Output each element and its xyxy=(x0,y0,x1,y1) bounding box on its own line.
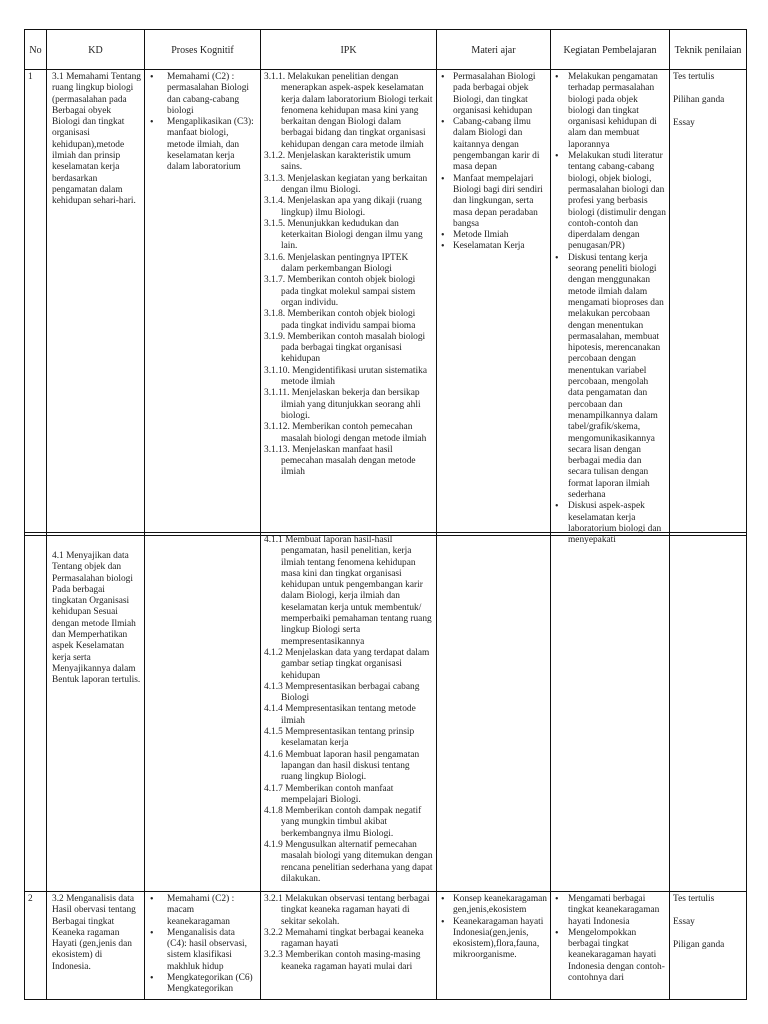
cell-proses xyxy=(145,892,261,1000)
header-no: No xyxy=(25,30,47,70)
syllabus-table-page-2 xyxy=(24,532,747,1000)
kd-text: 4.1 Menyajikan data Tentang objek dan Permasalahan biologi Pada berbagai tingkatan Organisasi kehidupan Sesuai dengan metode Ilmiah dan Memperhatikan aspek Keselamatan kerja serta Menyajikannya dalam Bentuk laporan tertulis. xyxy=(52,551,141,686)
ipk-item: 4.1.1 Membuat laporan hasil-hasil pengamatan, hasil penelitian, kerja ilmiah tentang fenomena kehidupan masa kini dan tingkat organisasi kehidupan untuk pengembangan karir dalam Biologi, kerja ilmiah dan keselamatan kerja untuk membentuk/ memperbaiki pemahaman tentang ruang lingkup Biologi serta mempresentasikannya xyxy=(264,535,432,647)
kd-text: 3.2 Menganalisis data Hasil obervasi tentang Berbagai tingkat Keaneka ragaman Hayati (gen,jenis dan ekosistem) di Indonesia. xyxy=(52,894,136,972)
kegiatan-continuation: menyepakati xyxy=(568,535,616,545)
cell-ipk xyxy=(261,892,437,1000)
materi-item: • Konsep keanekaragaman gen,jenis,ekosistem xyxy=(440,894,547,917)
proses-kognitif-item: • Mengaplikasikan (C3): manfaat biologi, metode ilmiah, dan keselamatan kerja dalam laboratorium xyxy=(148,117,257,173)
header-kd: KD xyxy=(47,30,145,70)
ipk-item: 4.1.6 Membuat laporan hasil pengamatan lapangan dan hasil diskusi tentang ruang lingkup Biologi. xyxy=(264,749,420,783)
materi-item: • Cabang-cabang ilmu dalam Biologi dan kaitannya dengan pengembangan karir di masa depan xyxy=(440,117,547,173)
materi-item: • Keanekaragaman hayati Indonesia(gen,jenis, ekosistem),flora,fauna, mikroorganisme. xyxy=(440,917,547,962)
table-row xyxy=(25,892,747,1000)
cell-materi xyxy=(437,892,551,1000)
ipk-item: 3.1.8. Memberikan contoh objek biologi pada tingkat individu sampai bioma xyxy=(264,309,416,331)
proses-kognitif-item: • Mengkategorikan (C6) Mengkategorikan xyxy=(148,973,257,996)
ipk-item: 3.1.13. Menjelaskan manfaat hasil pemecahan masalah dengan metode ilmiah xyxy=(264,444,416,478)
cell-materi xyxy=(437,533,551,892)
cell-kegiatan xyxy=(551,892,670,1000)
materi-item: • Keselamatan Kerja xyxy=(440,241,547,252)
ipk-item: 3.1.9. Memberikan contoh masalah biologi pada berbagai tingkat organisasi kehidupan xyxy=(264,331,426,365)
materi-item: • Permasalahan Biologi pada berbagai objek Biologi, dan tingkat organisasi kehidupan xyxy=(440,72,547,117)
list-materi xyxy=(440,894,547,962)
cell-materi xyxy=(437,70,551,536)
cell-no: 2 xyxy=(25,892,47,1000)
materi-item: • Manfaat mempelajari Biologi bagi diri sendiri dan lingkungan, serta masa depan peradaban bangsa xyxy=(440,174,547,230)
teknik-penilaian-item: Essay xyxy=(673,117,695,128)
ipk-item: 3.1.12. Memberikan contoh pemecahan masalah biologi dengan metode ilmiah xyxy=(264,422,427,444)
cell-ipk xyxy=(261,70,437,536)
list-ipk xyxy=(264,72,433,479)
list-ipk xyxy=(264,894,433,973)
proses-kognitif-item: • Memahami (C2) : permasalahan Biologi dan cabang-cabang biologi xyxy=(148,72,257,117)
header-kegiatan: Kegiatan Pembelajaran xyxy=(551,30,670,70)
list-teknik xyxy=(673,72,743,129)
ipk-item: 4.1.8 Memberikan contoh dampak negatif yang mungkin timbul akibat berkembangnya ilmu Biologi. xyxy=(264,806,422,839)
kd-text: 3.1 Memahami Tentang ruang lingkup biologi (permasalahan pada Berbagai obyek Biologi dan tingkat organisasi kehidupan),metode ilmiah dan prinsip keselamatan kerja berdasarkan pengamatan dalam kehidupan sehari-hari. xyxy=(52,72,141,207)
ipk-item: 3.1.10. Mengidentifikasi urutan sistematika metode ilmiah xyxy=(264,365,427,388)
header-ipk: IPK xyxy=(261,30,437,70)
list-ipk xyxy=(264,535,433,885)
proses-kognitif-item: • Menganalisis data (C4): hasil observasi, sistem klasifikasi makhluk hidup xyxy=(148,928,257,973)
ipk-item: 3.2.1 Melakukan observasi tentang berbagai tingkat keaneka ragaman hayati di sekitar sekolah. xyxy=(264,894,430,927)
header-teknik: Teknik penilaian xyxy=(670,30,747,70)
cell-proses xyxy=(145,70,261,536)
cell-no xyxy=(25,533,47,892)
list-proses xyxy=(148,72,257,174)
teknik-penilaian-item: Tes tertulis xyxy=(673,894,715,904)
kegiatan-item: • Mengelompokkan berbagai tingkat keanekaragaman hayati Indonesia dengan contoh-contohnya dari xyxy=(554,928,666,984)
cell-kegiatan xyxy=(551,70,670,536)
ipk-item: 3.1.1. Melakukan penelitian dengan menerapkan aspek-aspek keselamatan kerja dalam laboratorium Biologi terkait fenomena kehidupan masa kini yang berkaitan dengan Biologi dalam berbagai bidang dan tingkat organisasi kehidupan dengan cara metode ilmiah xyxy=(264,72,433,150)
list-kegiatan xyxy=(554,72,666,535)
ipk-item: 4.1.5 Mempresentasikan tentang prinsip keselamatan kerja xyxy=(264,727,415,749)
cell-kegiatan xyxy=(551,533,670,892)
ipk-item: 3.1.6. Menjelaskan pentingnya IPTEK dalam perkembangan Biologi xyxy=(264,252,409,275)
ipk-item: 3.1.4. Menjelaskan apa yang dikaji (ruang lingkup) ilmu Biologi. xyxy=(264,196,422,218)
materi-item: • Metode Ilmiah xyxy=(440,230,547,241)
ipk-item: 3.1.7. Memberikan contoh objek biologi pada tingkat molekul sampai sistem organ individu. xyxy=(264,275,416,308)
header-materi-ajar: Materi ajar xyxy=(437,30,551,70)
header-proses-kognitif: Proses Kognitif xyxy=(145,30,261,70)
list-materi xyxy=(440,72,547,253)
cell-kd xyxy=(47,533,145,892)
cell-teknik xyxy=(670,533,747,892)
ipk-item: 4.1.3 Mempresentasikan berbagai cabang Biologi xyxy=(264,681,420,704)
list-teknik xyxy=(673,894,743,951)
table-row xyxy=(25,533,747,892)
cell-teknik xyxy=(670,70,747,536)
ipk-item: 4.1.7 Memberikan contoh manfaat mempelajari Biologi. xyxy=(264,783,394,805)
cell-no: 1 xyxy=(25,70,47,536)
ipk-item: 4.1.9 Mengusulkan alternatif pemecahan masalah biologi yang ditemukan dengan rencana penelitian sederhana yang dapat dilakukan. xyxy=(264,840,433,884)
cell-ipk xyxy=(261,533,437,892)
cell-teknik xyxy=(670,892,747,1000)
teknik-penilaian-item: Essay xyxy=(673,916,695,927)
ipk-item: 4.1.2 Menjelaskan data yang terdapat dalam gambar setiap tingkat organisasi kehidupan xyxy=(264,647,430,681)
list-kegiatan xyxy=(554,894,666,984)
header-row xyxy=(25,30,747,70)
ipk-item: 3.2.3 Memberikan contoh masing-masing keaneka ragaman hayati mulai dari xyxy=(264,950,421,972)
ipk-item: 3.1.11. Menjelaskan bekerja dan bersikap ilmiah yang ditunjukkan seorang ahli biologi. xyxy=(264,388,421,421)
ipk-item: 4.1.4 Mempresentasikan tentang metode ilmiah xyxy=(264,704,416,726)
table-row xyxy=(25,70,747,536)
proses-kognitif-item: • Memahami (C2) : macam keanekaragaman xyxy=(148,894,257,928)
kegiatan-item: • Mengamati berbagai tingkat keanekaragaman hayati Indonesia xyxy=(554,894,666,928)
teknik-penilaian-item: Pilihan ganda xyxy=(673,94,725,105)
ipk-item: 3.1.5. Menunjukkan kedudukan dan keterkaitan Biologi dengan ilmu yang lain. xyxy=(264,218,423,252)
list-proses xyxy=(148,894,257,996)
syllabus-table-page-1 xyxy=(24,29,747,536)
cell-kd xyxy=(47,892,145,1000)
cell-proses xyxy=(145,533,261,892)
kegiatan-item: • Diskusi aspek-aspek keselamatan kerja laboratorium biologi dan xyxy=(554,501,666,535)
kegiatan-item: • Diskusi tentang kerja seorang peneliti biologi dengan menggunakan metode ilmiah dalam mengamati bioproses dan melakukan percobaan dengan menentukan permasalahan, membuat hipotesis, merencanakan percobaan dengan menentukan variabel percobaan, mengolah data pengamatan dan percobaan dan menampilkannya dalam tabel/grafik/skema, mengomunikasikannya secara lisan dengan berbagai media dan secara tulisan dengan format laporan ilmiah sederhana xyxy=(554,253,666,502)
ipk-item: 3.1.3. Menjelaskan kegiatan yang berkaitan dengan ilmu Biologi. xyxy=(264,173,428,195)
ipk-item: 3.2.2 Memahami tingkat berbagai keaneka ragaman hayati xyxy=(264,927,424,950)
cell-kd xyxy=(47,70,145,536)
teknik-penilaian-item: Tes tertulis xyxy=(673,72,715,82)
ipk-item: 3.1.2. Menjelaskan karakteristik umum sains. xyxy=(264,151,411,173)
teknik-penilaian-item: Piligan ganda xyxy=(673,939,725,950)
kegiatan-item: • Melakukan pengamatan terhadap permasalahan biologi pada objek biologi dan tingkat organisasi kehidupan di alam dan membuat laporannya xyxy=(554,72,666,151)
kegiatan-item: • Melakukan studi literatur tentang cabang-cabang biologi, objek biologi, permasalahan biologi dan profesi yang berbasis biologi (distimulir dengan contoh-contoh dan diperdalam dengan penugasan/PR) xyxy=(554,151,666,253)
